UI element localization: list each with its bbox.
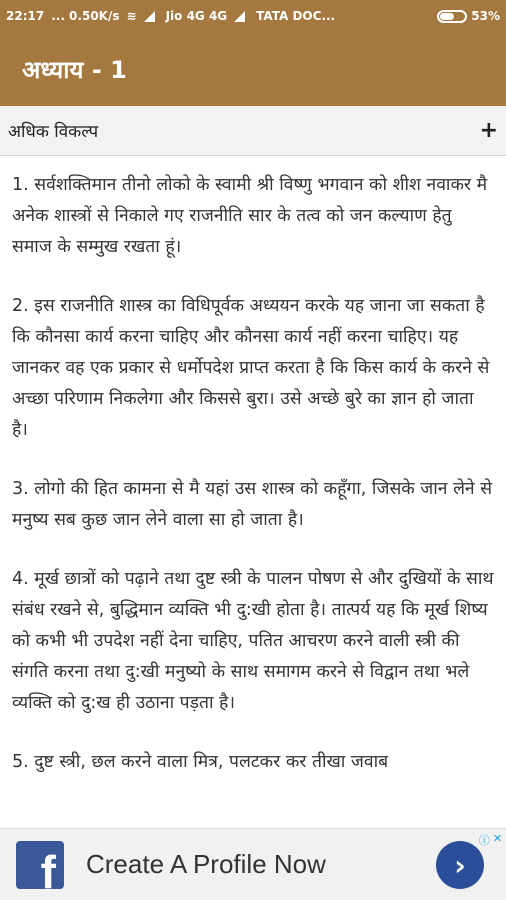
verse-paragraph-4: 4. मूर्ख छात्रों को पढ़ाने तथा दुष्ट स्त्री के पालन पोषण से और दुखियों के साथ संबंध रखने से, बुद्धिमान व्यक्ति भी दु:खी होता है। तात्पर्य यह कि मूर्ख शिष्य को कभी भी उपदेश नहीं देना चाहिए, पतित आचरण करने वाली स्त्री की संगति करना तथा दु:खी मनुष्यो के साथ समागम करने से विद्वान तथा भले व्यक्ति को दु:ख ही उठाना पड़ता है। xyxy=(12,569,494,713)
chapter-content[interactable] xyxy=(0,156,506,828)
signal-icon xyxy=(144,11,159,22)
facebook-logo-icon: f xyxy=(16,841,64,889)
ad-info-icon[interactable]: ⓘ xyxy=(478,834,490,847)
status-time: 22:17 xyxy=(6,9,45,23)
ad-arrow-button[interactable]: › xyxy=(436,841,484,889)
battery-icon xyxy=(437,10,467,23)
more-options-label: अधिक विकल्प xyxy=(8,122,99,142)
battery-percent: 53% xyxy=(471,9,500,23)
app-toolbar xyxy=(0,32,506,106)
verse-paragraph-3: 3. लोगो की हित कामना से मै यहां उस शास्त्र को कहूँगा, जिसके जान लेने से मनुष्य सब कुछ जान लेने वाला सा हो जाता है। xyxy=(12,479,493,530)
ad-headline[interactable]: Create A Profile Now xyxy=(86,849,326,879)
verse-paragraph-5: 5. दुष्ट स्त्री, छल करने वाला मित्र, पलटकर कर तीखा जवाब xyxy=(12,752,389,772)
signal-icon-2 xyxy=(234,11,249,22)
more-options-row[interactable] xyxy=(0,106,506,156)
ad-close-icon[interactable]: ✕ xyxy=(492,832,502,845)
page-title: अध्याय - 1 xyxy=(22,55,127,84)
verse-paragraph-1: 1. सर्वशक्तिमान तीनो लोको के स्वामी श्री विष्णु भगवान को शीश नवाकर मै अनेक शास्त्रों से निकाले गए राजनीति सार के तत्व को जन कल्याण हेतु समाज के सम्मुख रखता हूं। xyxy=(12,175,488,257)
carrier-2: TATA DOC... xyxy=(256,9,336,23)
network-speed: ... 0.50K/s xyxy=(51,9,120,23)
carrier-1: Jio 4G 4G xyxy=(165,9,228,23)
battery-indicator xyxy=(437,9,500,23)
verse-paragraph-2: 2. इस राजनीति शास्त्र का विधिपूर्वक अध्ययन करके यह जाना जा सकता है कि कौनसा कार्य करना चाहिए और कौनसा कार्य नहीं करना चाहिए। यह जानकर वह एक प्रकार से धर्मोपदेश प्राप्त करता है कि किस कार्य के करने से अच्छा परिणाम निकलेगा और किससे बुरा। उसे अच्छे बुरे का ज्ञान हो जाता है। xyxy=(12,296,490,440)
wifi-icon: ≋ xyxy=(126,9,137,23)
ad-choices[interactable] xyxy=(479,832,502,848)
ad-banner[interactable] xyxy=(0,828,506,900)
status-bar xyxy=(0,0,506,32)
expand-plus-icon[interactable]: + xyxy=(479,118,498,143)
